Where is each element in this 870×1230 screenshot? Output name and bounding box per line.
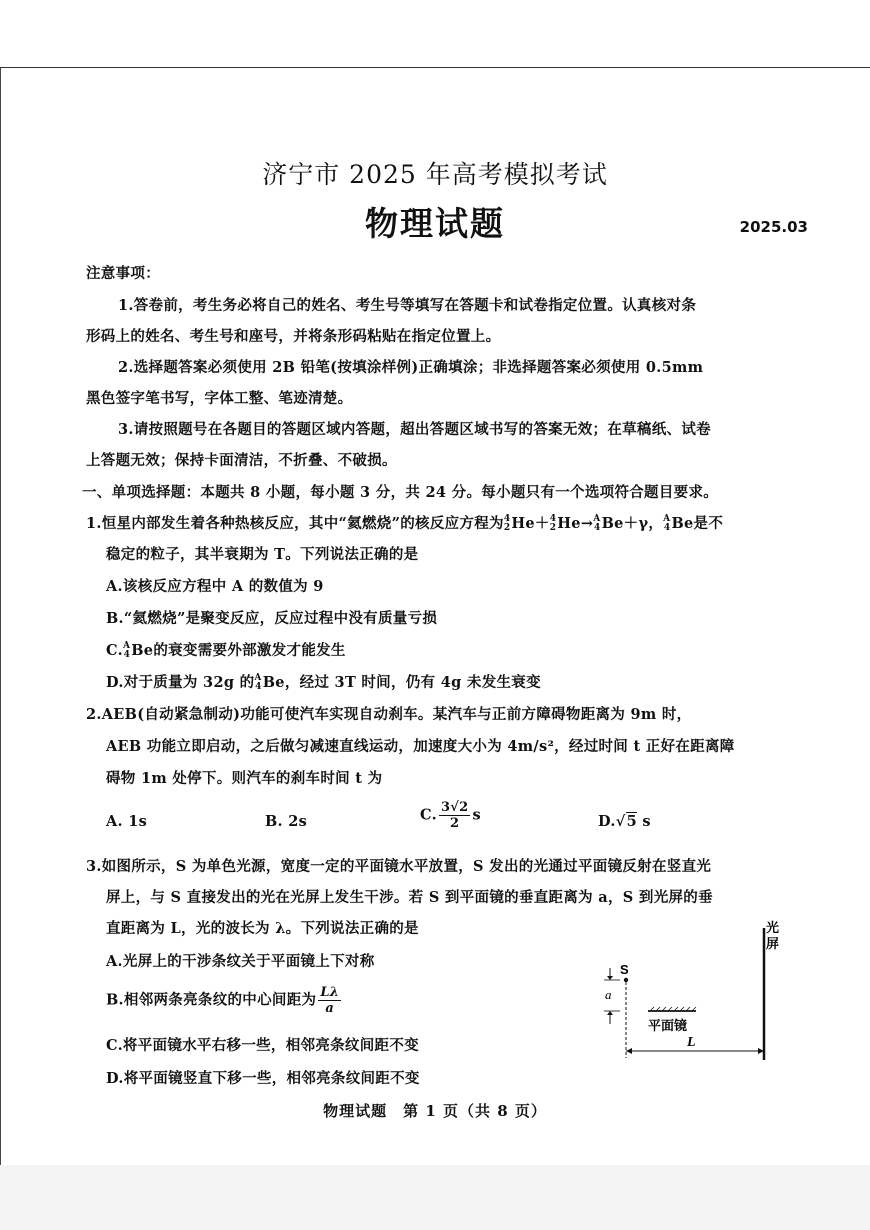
question-2-line1: 2.AEB(自动紧急制动)功能可使汽车实现自动刹车。某汽车与正前方障碍物距离为 9m 时， [86,706,692,723]
page-footer: 物理试题 第 1 页（共 8 页） [323,1102,547,1120]
notice-heading: 注意事项： [86,265,160,282]
question-3-line1: 3.如图所示，S 为单色光源，宽度一定的平面镜水平放置，S 发出的光通过平面镜反射在竖直光 [86,858,712,875]
distance-l-label: L [687,1035,696,1050]
question-3-line2: 屏上，与 S 直接发出的光在光屏上发生干涉。若 S 到平面镜的垂直距离为 a，S 到光屏的垂 [106,889,713,906]
q2-option-a: A. 1s [106,813,148,830]
notice-item1-line2: 形码上的姓名、考生号和座号，并将条形码粘贴在指定位置上。 [86,328,501,345]
question-1-line2: 稳定的粒子，其半衰期为 T。下列说法正确的是 [106,546,419,563]
q3-b-fraction: $\frac{L\lambda}{a}$ [320,985,340,1016]
page-bottom-margin [0,1165,870,1230]
q3-option-a: A.光屏上的干涉条纹关于平面镜上下对称 [106,953,375,970]
mirror-label: 平面镜 [648,1018,688,1033]
he-nuclide-2: 4 2 [549,514,557,533]
q1-option-a: A.该核反应方程中 A 的数值为 9 [106,578,324,595]
top-border-line [0,67,870,68]
q2-option-c: C. $\frac{3√2}{2}$ s [420,800,481,831]
notice-item3-line2: 上答题无效；保持卡面清洁，不折叠、不破损。 [86,452,397,469]
be-nuclide-d: A 4 [254,673,262,692]
screen-label-1: 光 [766,920,780,935]
be-nuclide: A 4 [593,514,601,533]
be-nuclide-c: A 4 [122,641,131,660]
distance-a-label: a [605,987,612,1002]
light-source-point [624,978,628,982]
notice-item1-line1: 1.答卷前，考生务必将自己的姓名、考生号等填写在答题卡和试卷指定位置。认真核对条 [118,297,697,314]
notice-item2-line1: 2.选择题答案必须使用 2B 铅笔(按填涂样例)正确填涂；非选择题答案必须使用 0.5mm [118,359,704,376]
mirror-interference-diagram [590,920,790,1070]
exam-subtitle: 物理试题 [365,204,505,243]
notice-item3-line1: 3.请按照题号在各题目的答题区域内答题，超出答题区域书写的答案无效；在草稿纸、试卷 [118,421,711,438]
question-2-line3: 碍物 1m 处停下。则汽车的刹车时间 t 为 [106,770,383,787]
notice-item2-line2: 黑色签字笔书写，字体工整、笔迹清楚。 [86,390,353,407]
q1-option-b: B.“氦燃烧”是聚变反应，反应过程中没有质量亏损 [106,610,438,627]
source-label: S [620,962,629,977]
exam-title: 济宁市 2025 年高考模拟考试 [262,160,608,189]
exam-date: 2025.03 [739,218,808,236]
q3-option-b: B.相邻两条亮条纹的中心间距为 $\frac{L\lambda}{a}$ [106,985,340,1016]
be-nuclide-2: A 4 [663,514,671,533]
question-3-line3: 直距离为 L，光的波长为 λ。下列说法正确的是 [106,920,419,937]
q1-text: 1.恒星内部发生着各种热核反应，其中“氦燃烧”的核反应方程为 [86,515,504,532]
q2-option-b: B. 2s [265,813,308,830]
screen-label-2: 屏 [766,936,780,951]
page-top-margin [0,0,870,68]
q2-option-d: D.√5 s [598,813,651,830]
q1-option-d: D.对于质量为 32g 的A 4Be，经过 3T 时间，仍有 4g 未发生衰变 [106,673,541,692]
q3-option-d: D.将平面镜竖直下移一些，相邻亮条纹间距不变 [106,1070,420,1087]
q2-c-fraction: $\frac{3√2}{2}$ [440,800,469,831]
section-heading: 一、单项选择题：本题共 8 小题，每小题 3 分，共 24 分。每小题只有一个选项符合题目要求。 [82,484,719,501]
he-nuclide-1: 4 2 [503,514,511,533]
q1-option-c: C.A 4Be的衰变需要外部激发才能发生 [106,641,346,660]
question-2-line2: AEB 功能立即启动，之后做匀减速直线运动，加速度大小为 4m/s²，经过时间 t 正好在距离障 [106,738,735,755]
q3-option-c: C.将平面镜水平右移一些，相邻亮条纹间距不变 [106,1037,419,1054]
question-1-line1: 1.恒星内部发生着各种热核反应，其中“氦燃烧”的核反应方程为4 2He＋4 2He→A 4Be＋γ，A 4Be是不 [86,514,724,533]
